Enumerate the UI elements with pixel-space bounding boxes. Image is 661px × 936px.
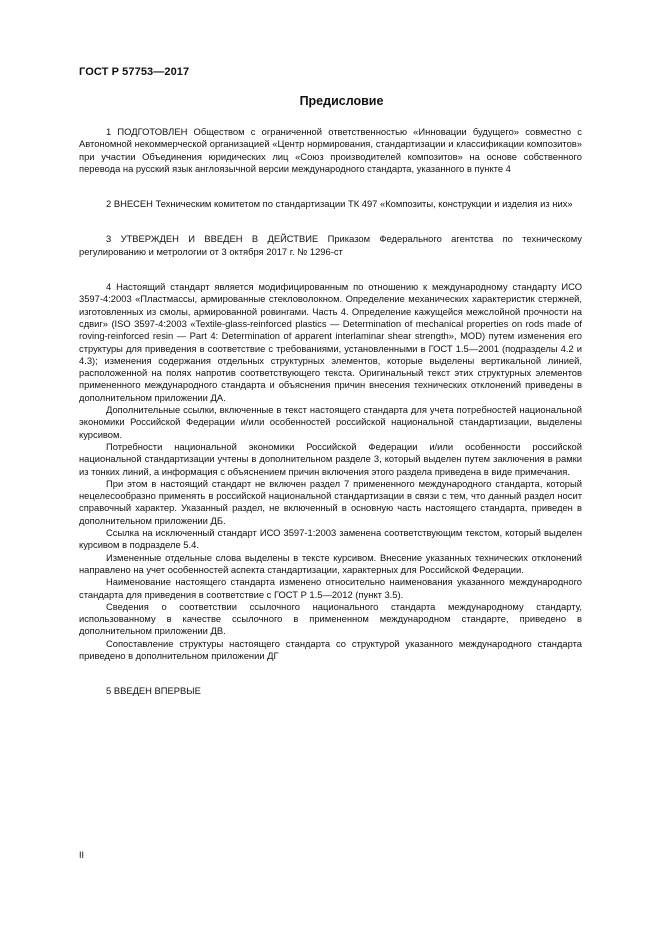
paragraph-4-compliance: Сведения о соответствии ссылочного национального стандарта международному стандарту, использованному в качестве ссылочного в примененном международном стандарте, приведено в дополнительном приложении ДВ. <box>79 600 582 637</box>
section-title: Предисловие <box>299 94 384 108</box>
paragraph-2: 2 ВНЕСЕН Техническим комитетом по стандартизации ТК 497 «Композиты, конструкции и изделия из них» <box>106 198 573 210</box>
paragraph-4-changed-words: Измененные отдельные слова выделены в тексте курсивом. Внесение указанных технических отклонений направлено на учет особенностей аспекта стандартизации, характерных для Российской Федерации. <box>79 551 582 575</box>
paragraph-4-excluded-section: При этом в настоящий стандарт не включен раздел 7 примененного международного стандарта, который нецелесообразно применять в российской национальной стандартизации в связи с тем, что данный раздел носит справочный характер. Указанный раздел, не включенный в основную часть настоящего стандарта, приведен в дополнительном приложении ДБ. <box>79 477 582 526</box>
paragraph-4: 4 Настоящий стандарт является модифицированным по отношению к международному стандарту ИСО 3597-4:2003 «Пластмассы, армированные стекловолокном. Определение механических характеристик стержней, изготовленных из смолы, армированной ровингами. Часть 4. Определение кажущейся межслойной прочности на сдвиг» (ISO 3597-4:2003 «Textile-glass-reinforced plastics — Determination of mechanical properties on rods made of roving-reinforced resin — Part 4: Determination of apparent interlaminar shear strength», MOD) путем изменения его структуры для приведения в соответствие с требованиями, установленными в ГОСТ 1.5—2001 (подразделы 4.2 и 4.3); изменения содержания отдельных структурных элементов, которые выделены вертикальной линией, расположенной на полях напротив соответствующего текста. Оригинальный текст этих структурных элементов примененного международного стандарта и объяснения причин внесения технических отклонений приведены в дополнительном приложении ДА. <box>79 281 582 403</box>
document-code: ГОСТ Р 57753—2017 <box>79 66 190 78</box>
paragraph-5: 5 ВВЕДЕН ВПЕРВЫЕ <box>106 685 201 697</box>
paragraph-4-structure: Сопоставление структуры настоящего стандарта со структурой указанного международного стандарта приведено в дополнительном приложении ДГ <box>79 637 582 661</box>
foreword-content <box>79 126 582 698</box>
paragraph-4-reference: Ссылка на исключенный стандарт ИСО 3597-1:2003 заменена соответствующим текстом, который выделен курсивом в подразделе 5.4. <box>79 527 582 551</box>
paragraph-4-name-change: Наименование настоящего стандарта изменено относительно наименования указанного международного стандарта для приведения в соответствие с ГОСТ Р 1.5—2012 (пункт 3.5). <box>79 576 582 600</box>
page-number: II <box>79 850 85 860</box>
paragraph-4-extra-refs: Дополнительные ссылки, включенные в текст настоящего стандарта для учета потребностей национальной экономики Российской Федерации и/или особенностей российской национальной стандартизации, выделены курсивом. <box>79 404 582 440</box>
paragraph-1: 1 ПОДГОТОВЛЕН Обществом с ограниченной ответственностью «Инновации будущего» совместно с Автономной некоммерческой организацией «Центр нормирования, стандартизации и классификации композитов» при участии Объединения юридических лиц «Союз производителей композитов» на основе собственного перевода на русский язык англоязычной версии международного стандарта, указанного в пункте 4 <box>79 126 582 174</box>
paragraph-3: 3 УТВЕРЖДЕН И ВВЕДЕН В ДЕЙСТВИЕ Приказом Федерального агентства по техническому регулированию и метрологии от 3 октября 2017 г. № 1296-ст <box>79 233 582 257</box>
paragraph-4-needs: Потребности национальной экономики Российской Федерации и/или особенности российской национальной стандартизации учтены в дополнительном разделе 3, который выделен путем заключения в рамки из тонких линий, а информация с объяснением причин включения этого раздела приведена в виде примечания. <box>79 440 582 477</box>
